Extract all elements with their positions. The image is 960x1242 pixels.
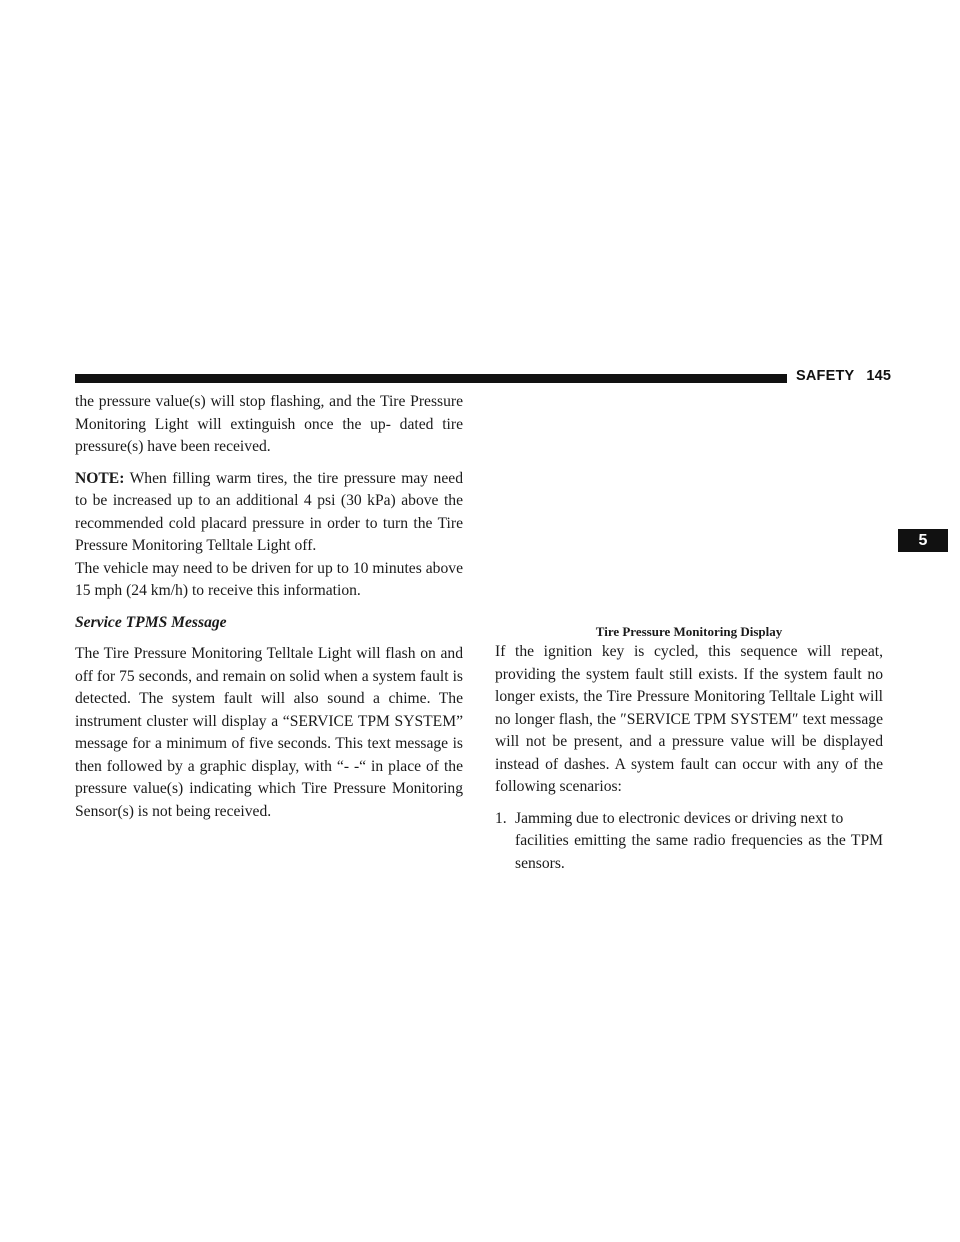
running-header — [796, 368, 891, 384]
paragraph-pressure-flashing: the pressure value(s) will stop flashing, and the Tire Pressure Monitoring Light will extinguish once the up- dated tire pressure(s) have been received. — [75, 393, 463, 455]
list-number: 1. — [495, 809, 507, 827]
subheading-service-tpms: Service TPMS Message — [75, 613, 227, 631]
list-text — [515, 808, 883, 876]
paragraph-ignition-cycled: If the ignition key is cycled, this sequence will repeat, providing the system fault still exists. If the system fault no longer exists, the Tire Pressure Monitoring Telltale Light will no longer flash, the ″SERVICE TPM SYSTEM″ text message will not be present, and a pressure value will be displayed instead of dashes. A system fault can occur with any of the following scenarios: — [495, 643, 883, 795]
right-column — [495, 641, 883, 875]
left-column — [75, 391, 463, 823]
note-label: NOTE: — [75, 469, 125, 487]
page-number: 145 — [866, 368, 892, 384]
list-text-line2: facilities emitting the same radio frequencies as the TPM sensors. — [515, 832, 883, 872]
note-paragraph — [75, 468, 463, 558]
list-text-line1: Jamming due to electronic devices or driving next to — [515, 809, 844, 827]
paragraph-driving-requirement: The vehicle may need to be driven for up to 10 minutes above 15 mph (24 km/h) to receive this information. — [75, 559, 463, 599]
figure-caption: Tire Pressure Monitoring Display — [595, 624, 783, 639]
paragraph-service-tpms: The Tire Pressure Monitoring Telltale Light will flash on and off for 75 seconds, and remain on solid when a system fault is detected. The system fault will also sound a chime. The instrument cluster will display a “SERVICE TPM SYSTEM” message for a minimum of five seconds. This text message is then followed by a graphic display, with “- -“ in place of the pressure value(s) indicating which Tire Pressure Monitoring Sensor(s) is not being received. — [75, 645, 463, 820]
header-rule — [75, 374, 787, 383]
list-item — [495, 808, 883, 876]
note-text: When filling warm tires, the tire pressure may need to be increased up to an additional 4 psi (30 kPa) above the recommended cold placard pressure in order to turn the Tire Pressure Monitoring Telltale Light off. — [75, 469, 463, 554]
chapter-tab: 5 — [898, 529, 948, 552]
section-title: SAFETY — [796, 368, 855, 384]
